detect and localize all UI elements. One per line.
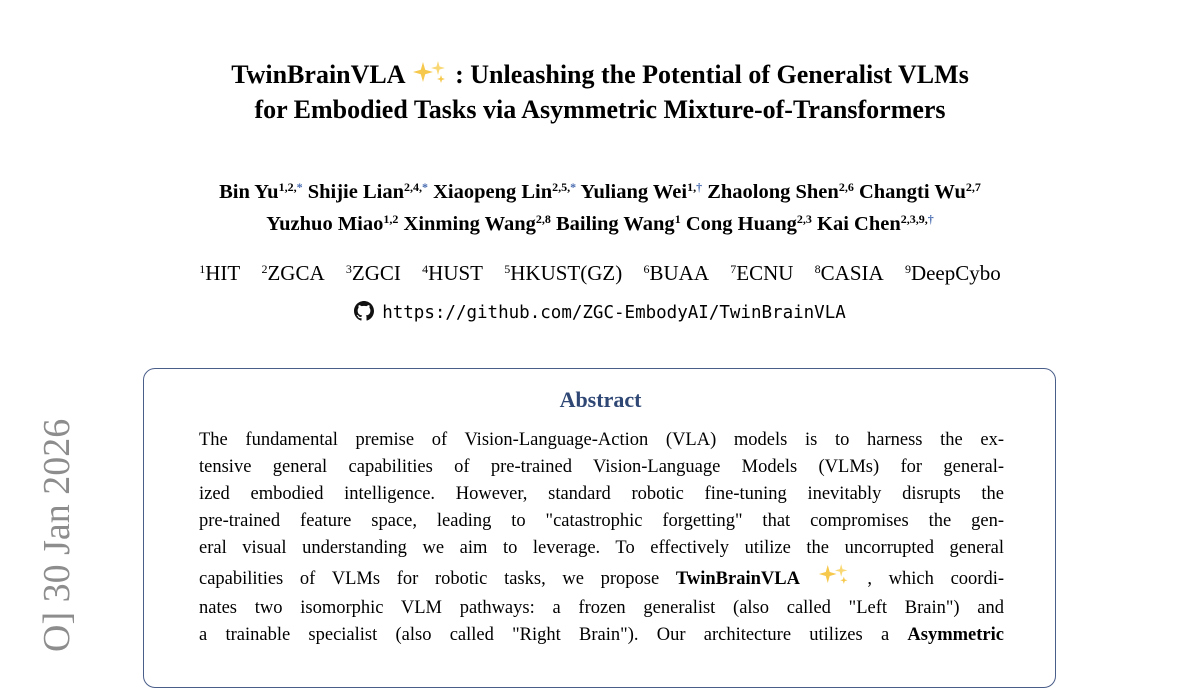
affiliation: $^8$CASIA [814,261,884,285]
affiliation: $^7$ECNU [730,261,794,285]
sparkles-icon [817,562,851,599]
affiliation: $^4$HUST [422,261,483,285]
github-icon [354,301,374,330]
author: Yuzhuo Miao$^{1,2}$ [266,212,399,235]
sparkles-icon [411,59,449,93]
author: Bin $Yu^{1,2,*}$ [219,180,303,203]
repo-link-row [0,299,1200,330]
title-line-2: for Embodied Tasks via Asymmetric Mixture-of-Transformers [254,95,946,124]
author: Kai Chen$^{2,3,9,\dagger}$ [817,212,934,235]
author-line-2 [0,208,1200,240]
author-list [0,176,1200,240]
affiliation: $^1$HIT [199,261,241,285]
author: Changti Wu$^{2,7}$ [858,180,981,203]
author: Shijie Lian$^{2,4,*}$ [307,180,428,203]
affiliations [0,258,1200,288]
abstract-line: a trainable specialist (also called "Right Brain"). Our architecture utilizes a Asymmetric [199,625,1004,645]
abstract-line: The fundamental premise of Vision-Language-Action (VLA) models is to harness the ex- [199,430,1004,450]
abstract-line: ized embodied intelligence. However, standard robotic fine-tuning inevitably disrupts the [199,484,1004,504]
repo-url-link[interactable]: https://github.com/ZGC-EmbodyAI/TwinBrainVLA [382,303,846,323]
author: Zhaolong Shen$^{2,6}$ [707,180,854,203]
affiliation: $^6$BUAA [643,261,709,285]
abstract-line: tensive general capabilities of pre-trained Vision-Language Models (VLMs) for general- [199,457,1004,477]
author: Cong Huang$^{2,3}$ [685,212,812,235]
affiliation: $^9$DeepCybo [904,261,1001,285]
abstract-heading: Abstract [559,387,642,412]
abstract-line: eral visual understanding we aim to leverage. To effectively utilize the uncorrupted general [199,538,1004,558]
author: Yuliang Wei$^{1,\dagger}$ [580,180,703,203]
author-line-1 [0,176,1200,208]
abstract-line: nates two isomorphic VLM pathways: a frozen generalist (also called "Left Brain") and [199,598,1004,618]
arxiv-sidebar [31,384,78,654]
affiliation: $^5$HKUST(GZ) [504,261,623,285]
abstract-body [199,427,1004,649]
title-line-1: TwinBrainVLA : Unleashing the Potential of Generalist VLMs [0,58,1200,93]
author: Xinming Wang$^{2,8}$ [403,212,551,235]
model-name: TwinBrainVLA [675,569,800,589]
abstract-line: capabilities of VLMs for robotic tasks, we propose TwinBrainVLA , which coordi- [199,562,1004,595]
author: Bailing Wang$^1$ [556,212,681,235]
author: Xiaopeng Lin$^{2,5,*}$ [433,180,577,203]
abstract-line: pre-trained feature space, leading to "catastrophic forgetting" that compromises the gen- [199,511,1004,531]
paper-title [0,58,1200,126]
affiliation: $^3$ZGCI [345,261,401,285]
affiliation: $^2$ZGCA [261,261,325,285]
arxiv-date-stamp: O] 30 Jan 2026 [36,418,78,652]
abstract-box [143,368,1056,688]
